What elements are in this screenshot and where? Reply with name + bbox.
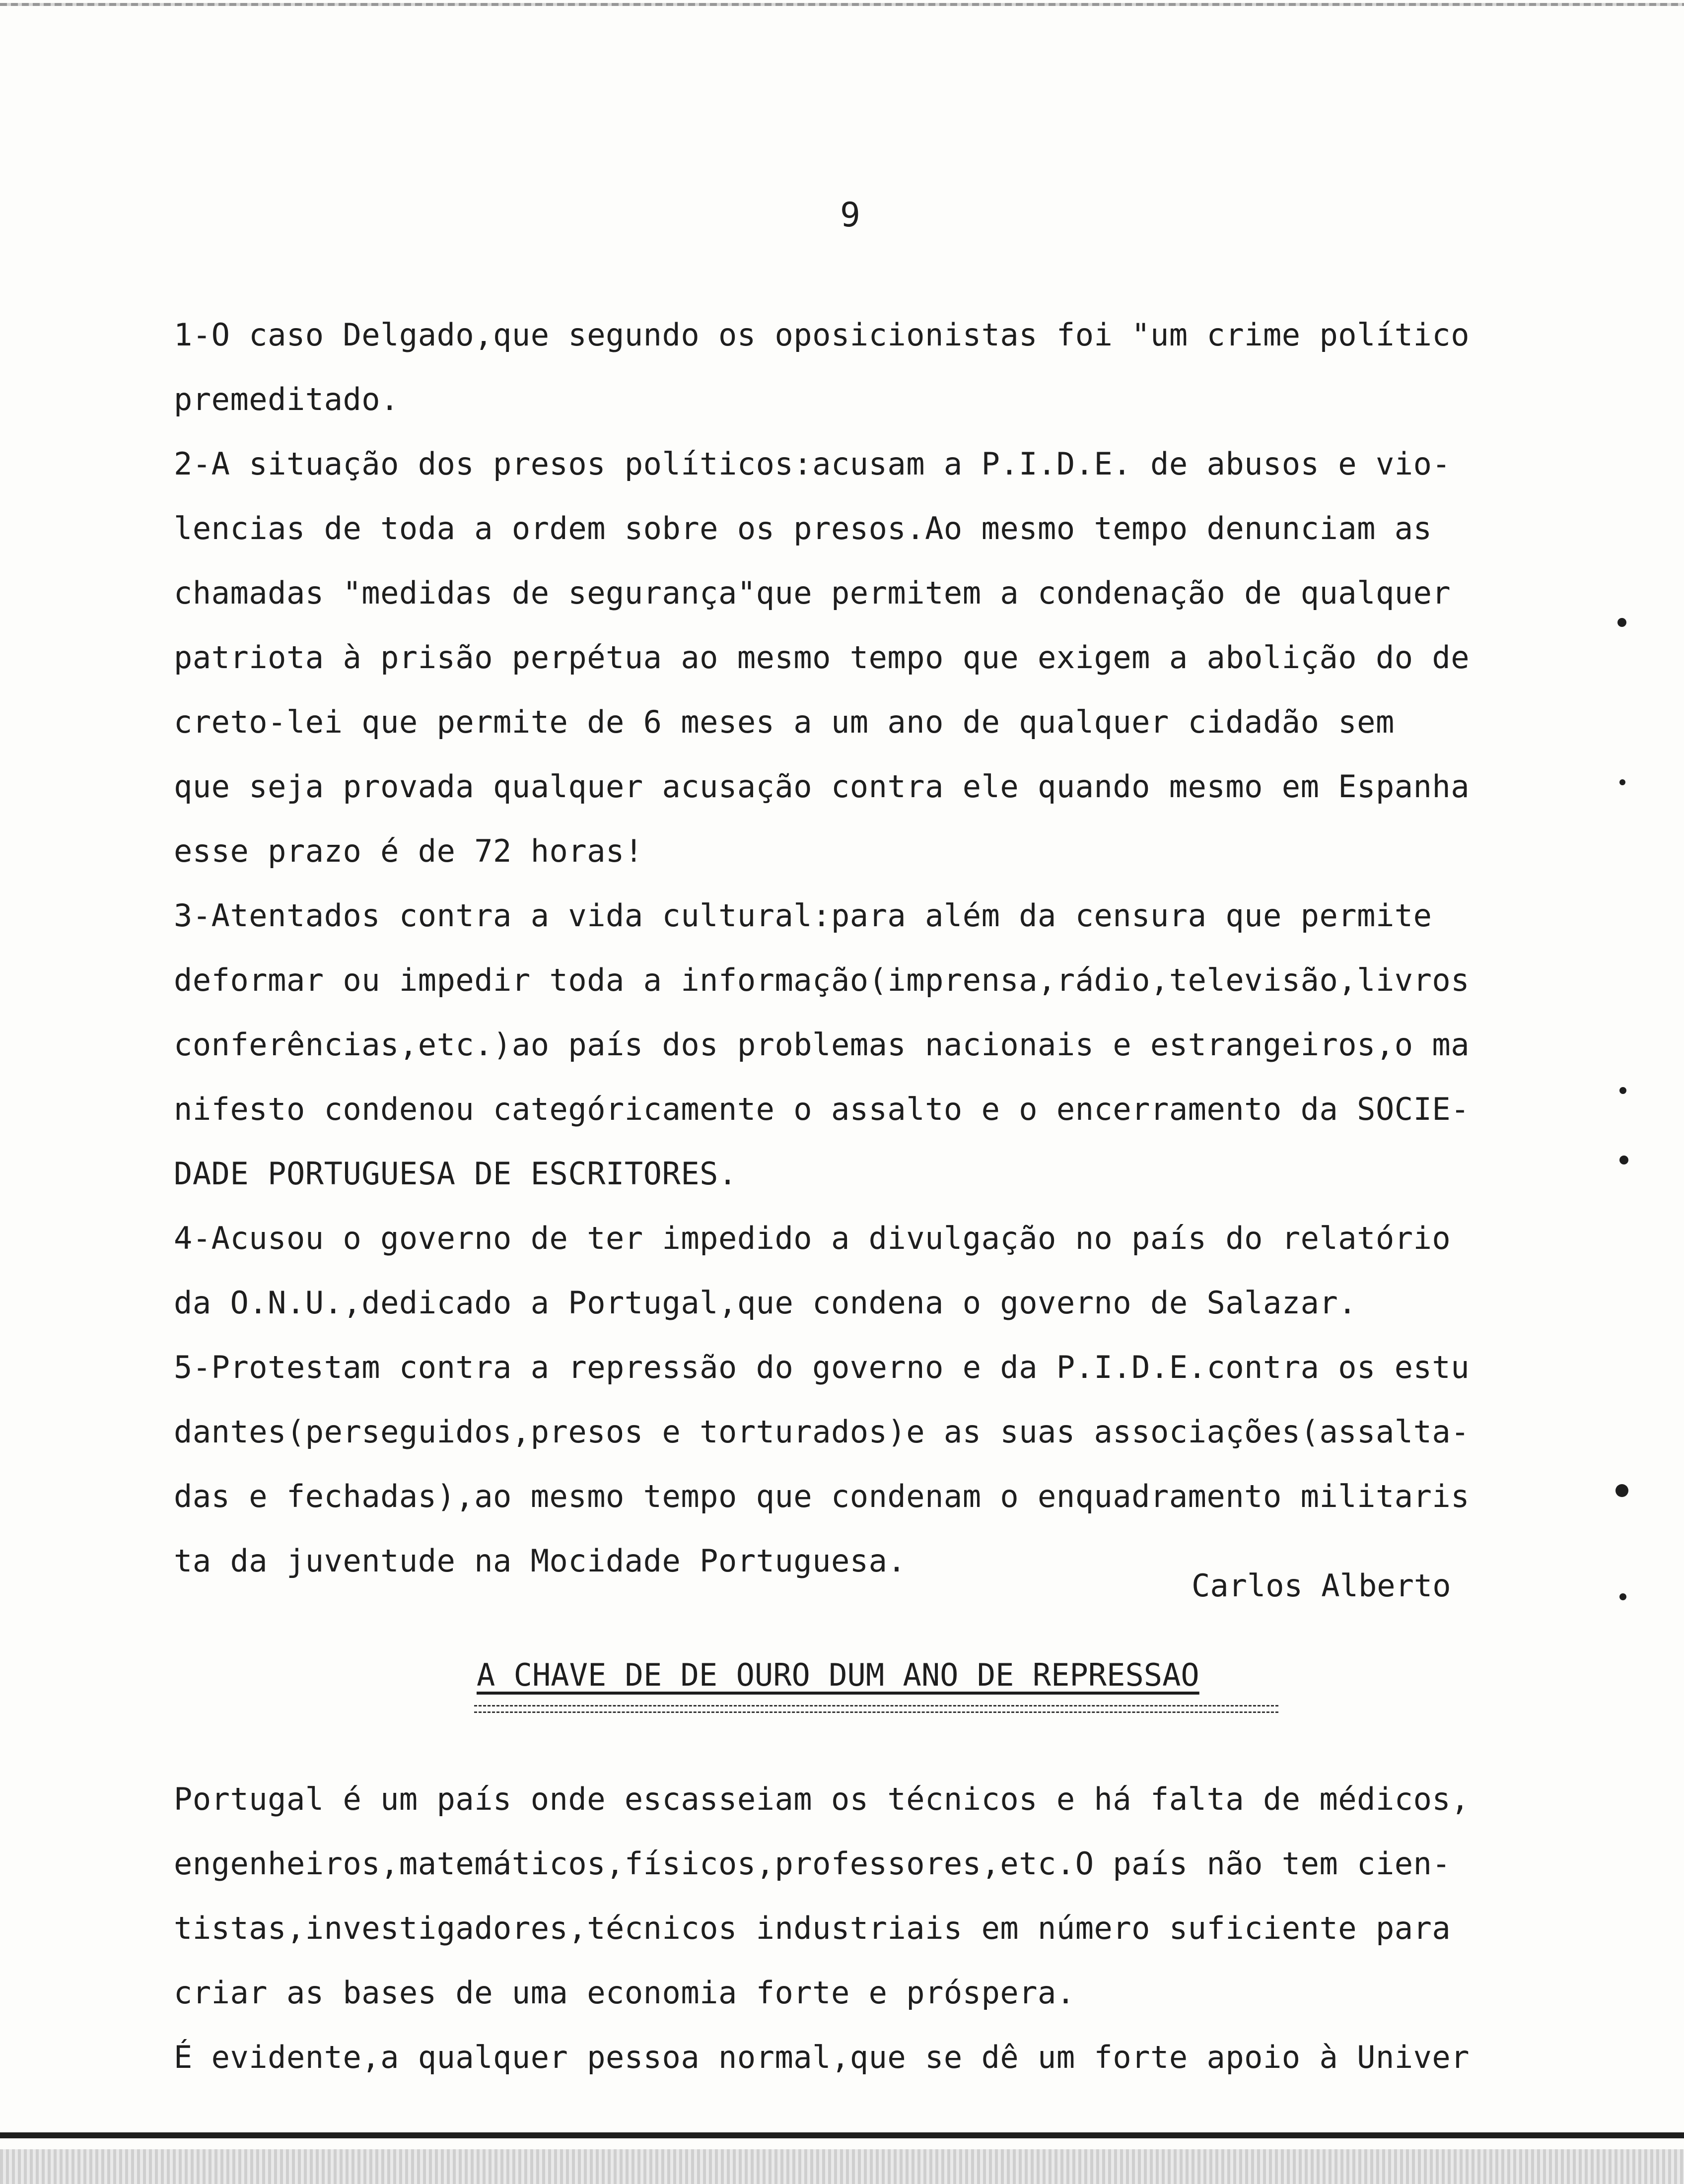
bottom-scan-edge — [0, 2132, 1684, 2138]
text-line: É evidente,a qualquer pessoa normal,que se dê um forte apoio à Univer — [174, 2039, 1470, 2075]
text-line: ta da juventude na Mocidade Portuguesa. — [174, 1543, 907, 1579]
text-line: lencias de toda a ordem sobre os presos.Ao mesmo tempo denunciam as — [174, 510, 1432, 546]
text-line: 4-Acusou o governo de ter impedido a divulgação no país do relatório — [174, 1220, 1451, 1256]
text-line: 5-Protestam contra a repressão do governo e da P.I.D.E.contra os estu — [174, 1349, 1470, 1385]
text-line: creto-lei que permite de 6 meses a um ano de qualquer cidadão sem — [174, 704, 1395, 740]
margin-punch-mark — [1619, 1156, 1628, 1164]
top-scan-edge — [0, 3, 1684, 6]
text-line: dantes(perseguidos,presos e torturados)e as suas associações(assalta- — [174, 1414, 1470, 1450]
margin-punch-mark — [1615, 1484, 1628, 1497]
text-line: 1-O caso Delgado,que segundo os oposicionistas foi "um crime político — [174, 317, 1470, 353]
text-line: chamadas "medidas de segurança"que permitem a condenação de qualquer — [174, 575, 1451, 611]
text-line: premeditado. — [174, 381, 399, 417]
text-line: deformar ou impedir toda a informação(imprensa,rádio,televisão,livros — [174, 962, 1470, 998]
bottom-scan-band — [0, 2149, 1684, 2184]
margin-punch-mark — [1619, 1593, 1626, 1600]
section-heading: A CHAVE DE DE OURO DUM ANO DE REPRESSAO — [477, 1657, 1199, 1693]
heading-double-underline — [474, 1705, 1278, 1713]
text-line: tistas,investigadores,técnicos industriais em número suficiente para — [174, 1910, 1451, 1946]
text-line: esse prazo é de 72 horas! — [174, 833, 643, 869]
paragraph-manifesto-points — [174, 303, 1564, 1593]
text-line: Portugal é um país onde escasseiam os técnicos e há falta de médicos, — [174, 1781, 1470, 1817]
text-line: conferências,etc.)ao país dos problemas nacionais e estrangeiros,o ma — [174, 1026, 1470, 1063]
margin-punch-mark — [1617, 618, 1626, 627]
text-line: 2-A situação dos presos políticos:acusam a P.I.D.E. de abusos e vio- — [174, 446, 1451, 482]
text-line: 3-Atentados contra a vida cultural:para além da censura que permite — [174, 897, 1432, 934]
page-number: 9 — [840, 196, 860, 235]
text-line: que seja provada qualquer acusação contra ele quando mesmo em Espanha — [174, 768, 1470, 805]
text-line: engenheiros,matemáticos,físicos,professores,etc.O país não tem cien- — [174, 1845, 1451, 1882]
paragraph-key-of-gold — [174, 1767, 1564, 2090]
text-line: patriota à prisão perpétua ao mesmo tempo que exigem a abolição do de — [174, 639, 1470, 676]
margin-punch-mark — [1619, 779, 1625, 785]
text-line: nifesto condenou categóricamente o assalto e o encerramento da SOCIE- — [174, 1091, 1470, 1127]
author-signature: Carlos Alberto — [1192, 1568, 1451, 1604]
text-line: criar as bases de uma economia forte e próspera. — [174, 1975, 1075, 2011]
margin-punch-mark — [1619, 1087, 1626, 1094]
text-line: da O.N.U.,dedicado a Portugal,que condena o governo de Salazar. — [174, 1285, 1357, 1321]
text-line: DADE PORTUGUESA DE ESCRITORES. — [174, 1156, 737, 1192]
text-line: das e fechadas),ao mesmo tempo que condenam o enquadramento militaris — [174, 1478, 1470, 1514]
